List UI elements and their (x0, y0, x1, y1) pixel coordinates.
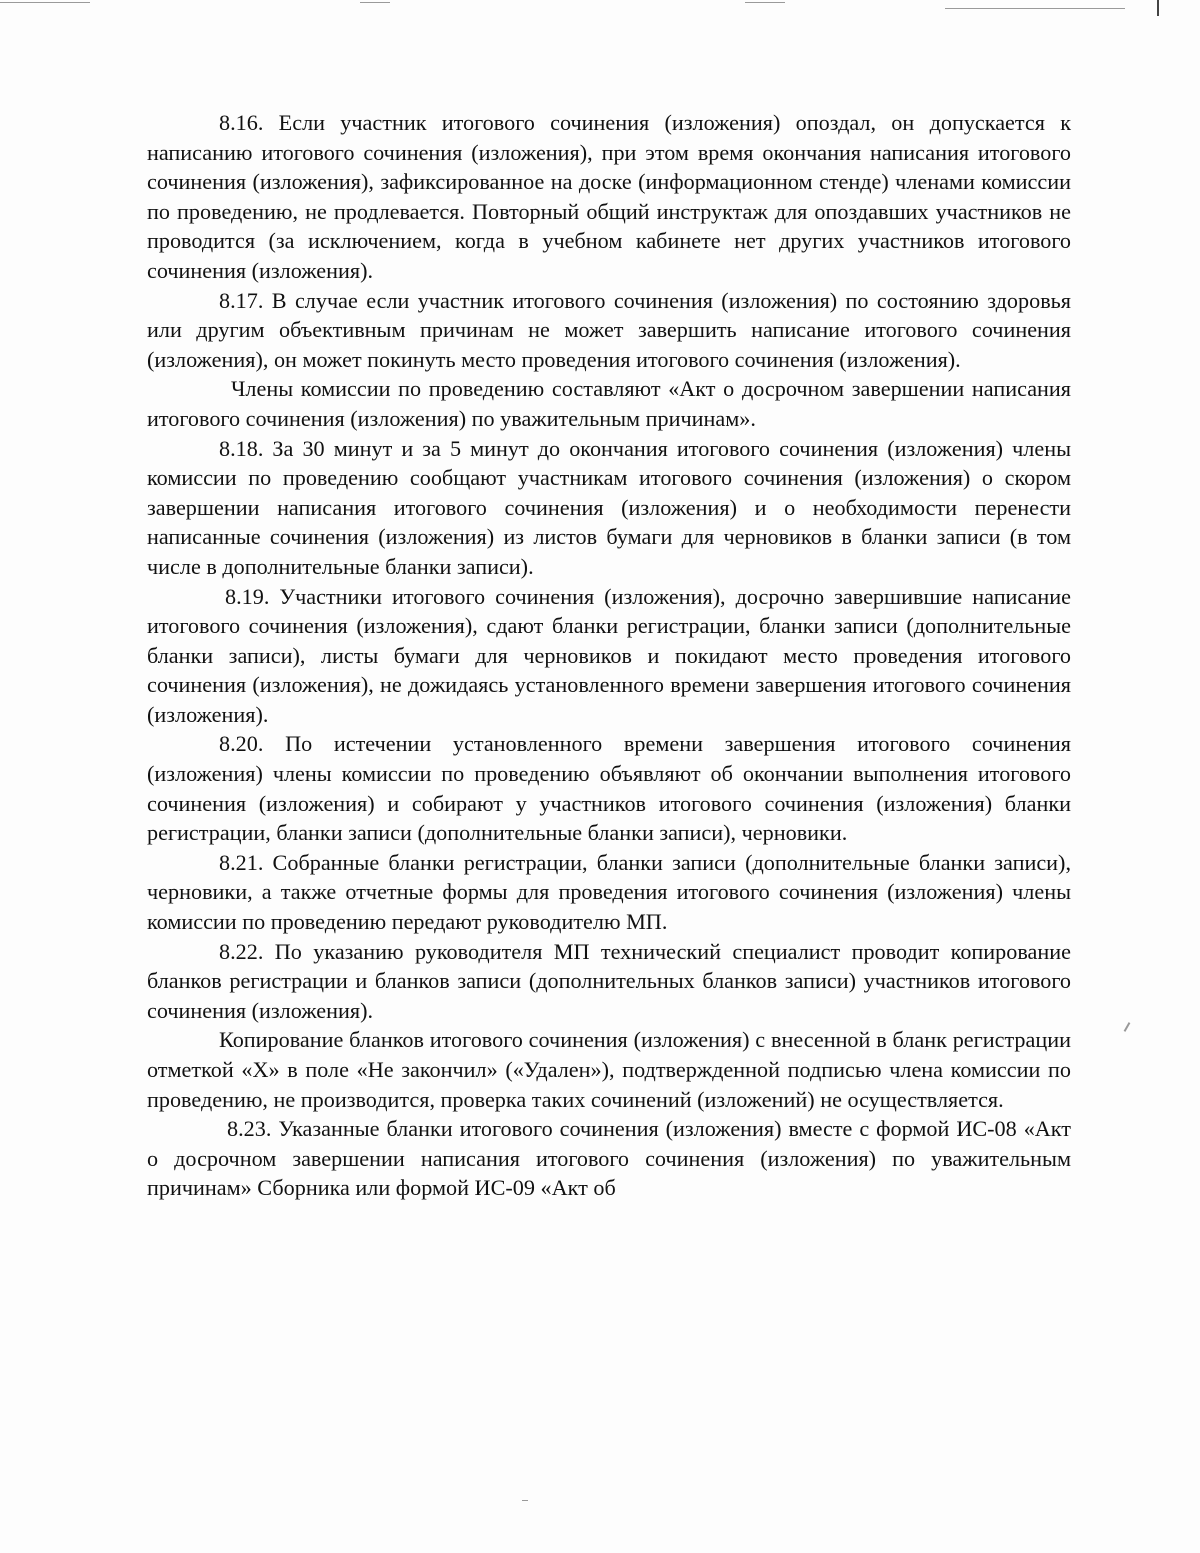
document-body (147, 108, 1071, 1203)
scan-speck (522, 1500, 528, 1501)
paragraph-8-16: 8.16. Если участник итогового сочинения (изложения) опоздал, он допускается к написанию итогового сочинения (изложения), при этом время окончания написания итогового сочинения (изложения), зафиксированное на доске (информационном стенде) членами комиссии по проведению, не продлевается. Повторный общий инструктаж для опоздавших участников не проводится (за исключением, когда в учебном кабинете нет других участников итогового сочинения (изложения). (147, 110, 1071, 283)
paragraph-8-19: 8.19. Участники итогового сочинения (изложения), досрочно завершившие написание итогового сочинения (изложения), сдают бланки регистрации, бланки записи (дополнительные бланки записи), листы бумаги для черновиков и покидают место проведения итогового сочинения (изложения), не дожидаясь установленного времени завершения итогового сочинения (изложения). (147, 583, 1071, 727)
paragraph-8-17-act: Члены комиссии по проведению составляют «Акт о досрочном завершении написания итогового сочинения (изложения) по уважительным причинам». (147, 376, 1071, 431)
paragraph-8-23: 8.23. Указанные бланки итогового сочинения (изложения) вместе с формой ИС-08 «Акт о досрочном завершении написания итогового сочинения (изложения) по уважительным причинам» Сборника или формой ИС-09 «Акт об (147, 1116, 1071, 1201)
scan-artifact-edge (0, 0, 1200, 18)
paragraph-8-21: 8.21. Собранные бланки регистрации, бланки записи (дополнительные бланки записи), черновики, а также отчетные формы для проведения итогового сочинения (изложения) члены комиссии по проведению передают руководителю МП. (147, 849, 1071, 935)
paragraph-8-18: 8.18. За 30 минут и за 5 минут до окончания итогового сочинения (изложения) члены комиссии по проведению сообщают участникам итогового сочинения (изложения) о скором завершении написания итогового сочинения (изложения) и о необходимости перенести написанные сочинения (изложения) из листов бумаги для черновиков в бланки записи (в том числе в дополнительные бланки записи). (147, 435, 1071, 579)
paragraph-copying: Копирование бланков итогового сочинения (изложения) с внесенной в бланк регистрации отметкой «Х» в поле «Не закончил» («Удален»), подтвержденной подписью члена комиссии по проведению, не производится, проверка таких сочинений (изложений) не осуществляется. (147, 1027, 1071, 1112)
paragraph-8-17: 8.17. В случае если участник итогового сочинения (изложения) по состоянию здоровья или другим объективным причинам не может завершить написание итогового сочинения (изложения), он может покинуть место проведения итогового сочинения (изложения). (147, 287, 1071, 372)
paragraph-8-20: 8.20. По истечении установленного времени завершения итогового сочинения (изложения) члены комиссии по проведению объявляют об окончании выполнения итогового сочинения (изложения) и собирают у участников итогового сочинения (изложения) бланки регистрации, бланки записи (дополнительные бланки записи), черновики. (147, 731, 1071, 846)
paragraph-8-22: 8.22. По указанию руководителя МП технический специалист проводит копирование бланков регистрации и бланков записи (дополнительных бланков записи) участников итогового сочинения (изложения). (147, 938, 1071, 1023)
scan-speck (1124, 1022, 1131, 1032)
